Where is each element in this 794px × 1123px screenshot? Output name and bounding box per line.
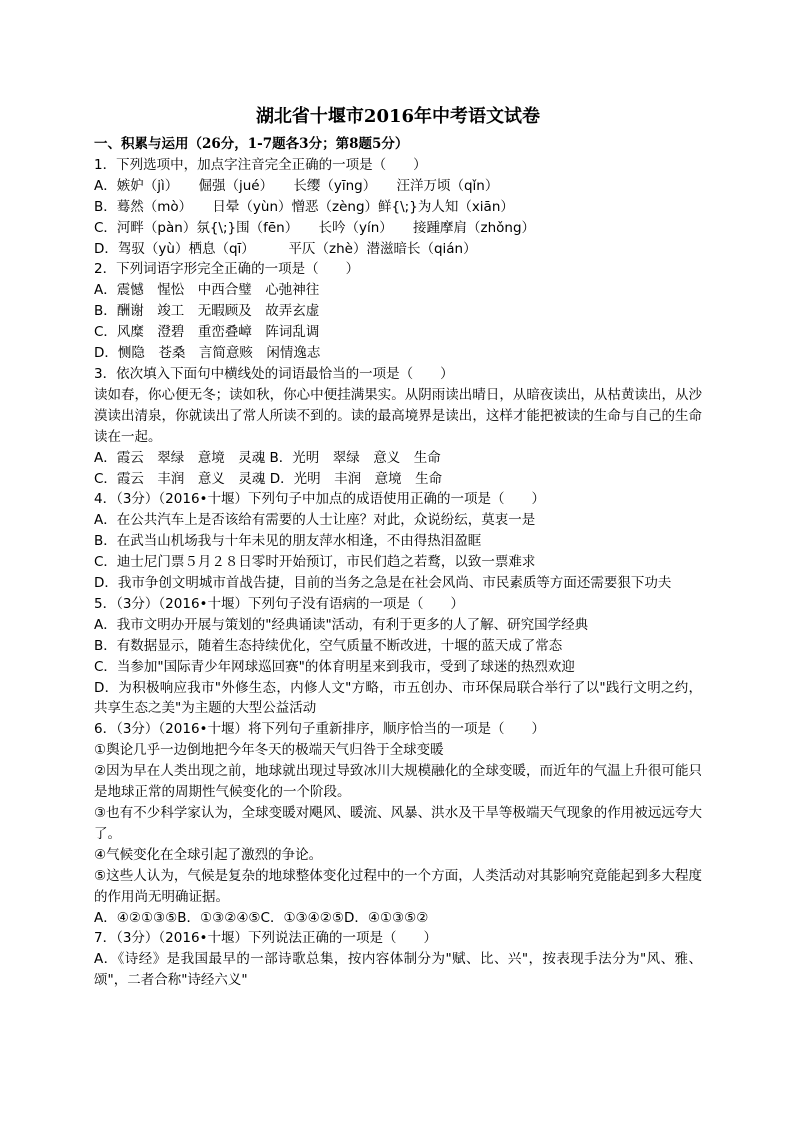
q1-option-b: B．蓦然（mò） 日晕（yùn）憎恶（zèng）鲜{\;}为人知（xiān） <box>94 198 514 215</box>
q6-sentence-3: ③也有不少科学家认为，全球变暖对飓风、暖流、风暴、洪水及干旱等极端天气现象的作用被远远夸大了。 <box>94 805 702 842</box>
q7-option-a: A．《诗经》是我国最早的一部诗歌总集，按内容体制分为"赋、比、兴"，按表现手法分为"风、雅、颂"，二者合称"诗经六义" <box>94 951 702 989</box>
q2-option-b: B．酬谢 竣工 无暇顾及 故弄玄虚 <box>94 303 320 320</box>
q3-stem: 3．依次填入下面句中横线处的词语最恰当的一项是（ ） <box>94 365 454 382</box>
q5-stem: 5．（3分）（2016•十堰）下列句子没有语病的一项是（ ） <box>94 595 464 612</box>
q1-option-d: D．驾驭（yù）栖息（qī） 平仄（zhè）潜滋暗长（qián） <box>94 240 477 257</box>
q1-stem: 1．下列选项中，加点字注音完全正确的一项是（ ） <box>94 156 427 173</box>
q5-option-a: A．我市文明办开展与策划的"经典诵读"活动，有利于更多的人了解、研究国学经典 <box>94 616 589 633</box>
q2-option-c: C．风糜 澄碧 重峦叠嶂 阵词乱调 <box>94 324 320 341</box>
q1-option-c: C．河畔（pàn）氛{\;}围（fēn） 长吟（yín） 接踵摩肩（zhǒng） <box>94 219 536 236</box>
q5-option-c: C．当参加"国际青少年网球巡回赛"的体育明星来到我市，受到了球迷的热烈欢迎 <box>94 658 575 675</box>
q2-stem: 2．下列词语字形完全正确的一项是（ ） <box>94 261 360 278</box>
q4-option-d: D．我市争创文明城市首战告捷，目前的当务之急是在社会风尚、市民素质等方面还需要狠下功夫 <box>94 575 672 592</box>
q6-sentence-2: ②因为早在人类出现之前，地球就出现过导致冰川大规模融化的全球变暖，而近年的气温上升很可能只是地球正常的周期性气候变化的一个阶段。 <box>94 763 702 801</box>
q7-stem: 7．（3分）（2016•十堰）下列说法正确的一项是（ ） <box>94 930 437 947</box>
q6-stem: 6．（3分）（2016•十堰）将下列句子重新排序，顺序恰当的一项是（ ） <box>94 721 545 738</box>
q3-options-cd: C．霞云 丰润 意义 灵魂 D．光明 丰润 意境 生命 <box>94 470 443 487</box>
q4-stem: 4．（3分）（2016•十堰）下列句子中加点的成语使用正确的一项是（ ） <box>94 491 545 508</box>
q4-option-b: B．在武当山机场我与十年未见的朋友萍水相逢，不由得热泪盈眶 <box>94 533 482 550</box>
q2-option-a: A．震憾 惺忪 中西合璧 心弛神往 <box>94 282 320 299</box>
q2-option-d: D．恻隐 苍桑 言简意赅 闲情逸志 <box>94 345 321 362</box>
page-title: 湖北省十堰市2016年中考语文试卷 <box>255 106 541 127</box>
q6-sentence-4: ④气候变化在全球引起了激烈的争论。 <box>94 846 323 863</box>
q5-option-b: B．有数据显示，随着生态持续优化，空气质量不断改进，十堰的蓝天成了常态 <box>94 637 563 654</box>
q5-option-d: D．为积极响应我市"外修生态，内修人文"方略，市五创办、市环保局联合举行了以"践行文明之约，共享生态之美"为主题的大型公益活动 <box>94 679 702 717</box>
q3-passage: 读如春，你心便无冬；读如秋，你心中便挂满果实。从阴雨读出晴日，从暗夜读出，从枯黄读出，从沙漠读出清泉，你就读出了常人所读不到的。读的最高境界是读出，这样才能把被读的生命与自己的生命读在一起。 <box>94 386 702 445</box>
q1-option-a: A．嫉妒（jì） 倔强（jué） 长缨（yīng） 汪洋万顷（qǐn） <box>94 177 499 194</box>
exam-page <box>94 104 702 991</box>
section-heading: 一、积累与运用（26分，1-7题各3分；第8题5分） <box>94 136 409 152</box>
q6-options: A．④②①③⑤B．①③②④⑤C．①③④②⑤D．④①③⑤② <box>94 909 429 926</box>
q4-option-a: A．在公共汽车上是否该给有需要的人士让座？对此，众说纷纭，莫衷一是 <box>94 512 536 529</box>
q6-sentence-5: ⑤这些人认为，气候是复杂的地球整体变化过程中的一个方面，人类活动对其影响究竟能起到多大程度的作用尚无明确证据。 <box>94 867 702 905</box>
q6-sentence-1: ①舆论几乎一边倒地把今年冬天的极端天气归咎于全球变暖 <box>94 742 444 759</box>
q4-option-c: C．迪士尼门票５月２８日零时开始预订，市民们趋之若鹜，以致一票难求 <box>94 554 536 571</box>
q3-options-ab: A．霞云 翠绿 意境 灵魂 B．光明 翠绿 意义 生命 <box>94 449 441 466</box>
